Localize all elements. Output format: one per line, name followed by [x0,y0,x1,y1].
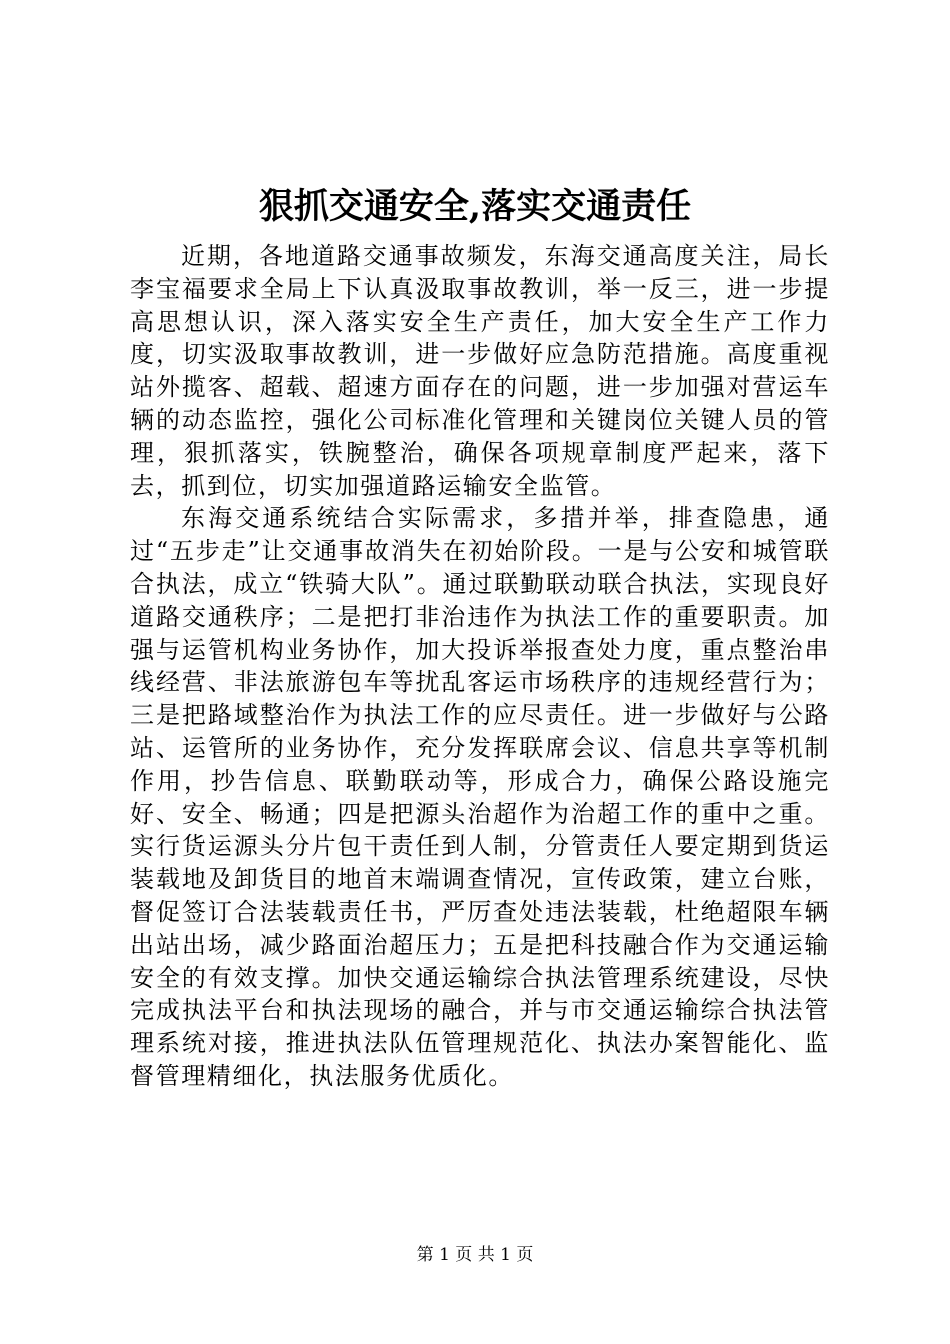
page-number-footer: 第 1 页 共 1 页 [416,1245,534,1265]
body-paragraph-2: 东海交通系统结合实际需求，多措并举，排查隐患，通过“五步走”让交通事故消失在初始阶段。一是与公安和城管联合执法，成立“铁骑大队”。通过联勤联动联合执法，实现良好道路交通秩序；二是把打非治违作为执法工作的重要职责。加强与运管机构业务协作，加大投诉举报查处力度，重点整治串线经营、非法旅游包车等扰乱客运市场秩序的违规经营行为；三是把路域整治作为执法工作的应尽责任。进一步做好与公路站、运管所的业务协作，充分发挥联席会议、信息共享等机制作用，抄告信息、联勤联动等，形成合力，确保公路设施完好、安全、畅通；四是把源头治超作为治超工作的重中之重。实行货运源头分片包干责任到人制，分管责任人要定期到货运装载地及卸货目的地首末端调查情况，宣传政策，建立台账，督促签订合法装载责任书，严厉查处违法装载，杜绝超限车辆出站出场，减少路面治超压力；五是把科技融合作为交通运输安全的有效支撑。加快交通运输综合执法管理系统建设，尽快完成执法平台和执法现场的融合，并与市交通运输综合执法管理系统对接，推进执法队伍管理规范化、执法办案智能化、监督管理精细化，执法服务优质化。 [130,504,830,1090]
body-paragraph-1: 近期，各地道路交通事故频发，东海交通高度关注，局长李宝福要求全局上下认真汲取事故教训，举一反三，进一步提高思想认识，深入落实安全生产责任，加大安全生产工作力度，切实汲取事故教训，进一步做好应急防范措施。高度重视站外揽客、超载、超速方面存在的问题，进一步加强对营运车辆的动态监控，强化公司标准化管理和关键岗位关键人员的管理，狠抓落实，铁腕整治，确保各项规章制度严起来，落下去，抓到位，切实加强道路运输安全监管。 [130,242,830,500]
document-title: 狠抓交通安全,落实交通责任 [258,186,692,227]
document-body [130,240,830,1093]
